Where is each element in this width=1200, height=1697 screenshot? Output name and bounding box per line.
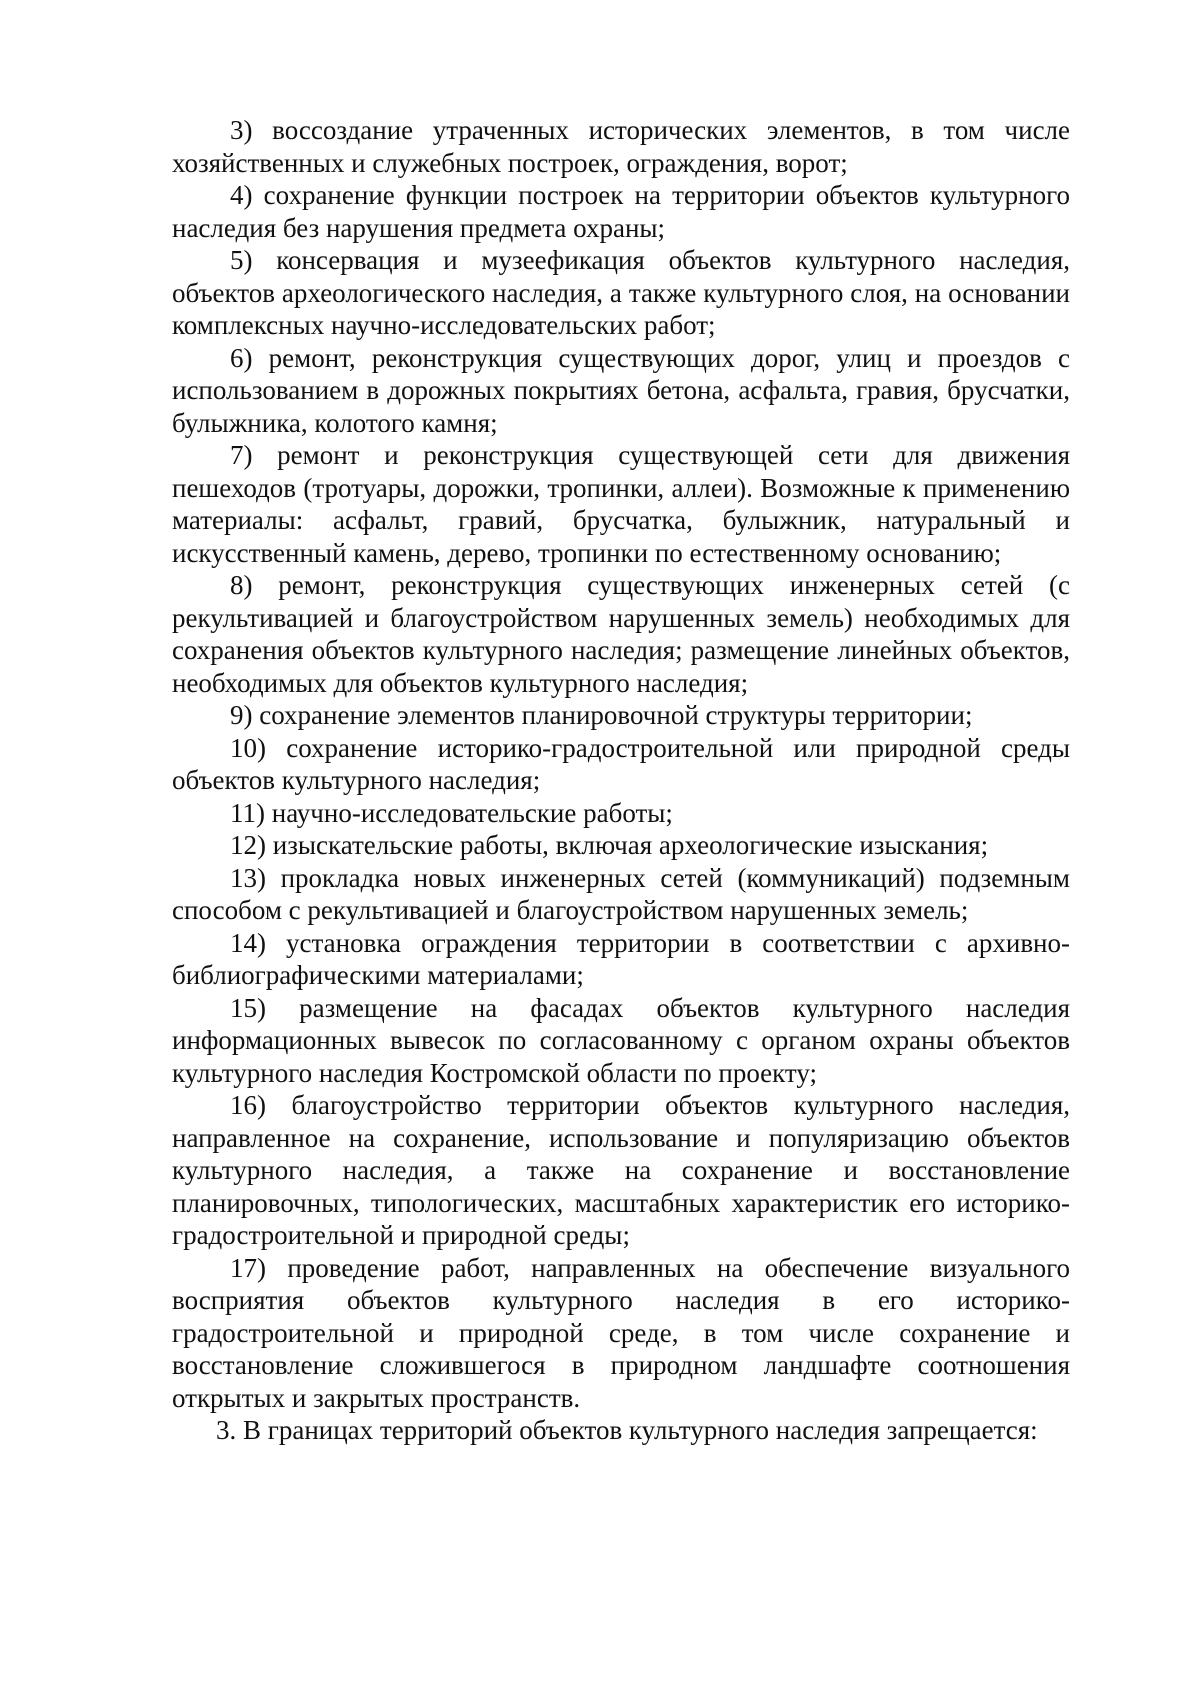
list-item — [172, 862, 1070, 927]
item-number: 3) — [230, 115, 253, 145]
item-number: 4) — [230, 180, 253, 210]
item-number: 12) — [230, 830, 266, 860]
item-text: установка ограждения территории в соответствии с архивно-библиографическими материалами; — [172, 927, 1071, 990]
item-number: 5) — [230, 245, 253, 275]
item-number: 14) — [230, 927, 266, 958]
list-item — [172, 1252, 1070, 1415]
list-item — [172, 732, 1070, 797]
item-number: 9) — [230, 700, 253, 730]
list-item — [172, 569, 1070, 699]
list-item — [172, 114, 1070, 179]
item-text: научно-исследовательские работы; — [271, 797, 673, 828]
list-item — [172, 439, 1070, 569]
item-text: ремонт, реконструкция существующих дорог, улиц и проездов с использованием в дорожных покрытиях бетона, асфальта, гравия, брусчатки, булыжника, колотого камня; — [172, 342, 1070, 438]
list-item — [172, 244, 1070, 342]
item-text: ремонт и реконструкция существующей сети для движения пешеходов (тротуары, дорожки, тропинки, аллеи). Возможные к применению материалы: асфальт, гравий, брусчатка, булыжник, натуральный и искусственный камень, дерево, тропинки по естественному основанию; — [172, 440, 1070, 568]
item-number: 16) — [230, 1090, 266, 1120]
item-number: 10) — [230, 732, 266, 763]
document-body — [172, 114, 1070, 1447]
list-item — [172, 699, 1070, 732]
item-number: 7) — [230, 440, 253, 470]
list-item — [172, 342, 1070, 440]
item-text: сохранение элементов планировочной структуры территории; — [259, 700, 973, 730]
item-text: размещение на фасадах объектов культурного наследия информационных вывесок по согласованному с органом охраны объектов культурного наследия Костромской области по проекту; — [172, 992, 1070, 1088]
list-item — [172, 1089, 1070, 1252]
list-item — [172, 179, 1070, 244]
item-text: воссоздание утраченных исторических элементов, в том числе хозяйственных и служебных построек, ограждения, ворот; — [172, 115, 1071, 178]
item-text: изыскательские работы, включая археологические изыскания; — [272, 830, 989, 860]
list-item — [172, 992, 1070, 1090]
item-text: сохранение функции построек на территории объектов культурного наследия без нарушения предмета охраны; — [172, 180, 1071, 243]
item-text: прокладка новых инженерных сетей (коммуникаций) подземным способом с рекультивацией и благоустройством нарушенных земель; — [172, 862, 1070, 925]
section-paragraph — [172, 1414, 1070, 1447]
item-number: 17) — [230, 1252, 266, 1283]
section-number: 3. — [216, 1415, 237, 1445]
item-number: 15) — [230, 992, 266, 1023]
item-text: ремонт, реконструкция существующих инженерных сетей (с рекультивацией и благоустройством нарушенных земель) необходимых для сохранения объектов культурного наследия; размещение линейных объектов, необходимых для объектов культурного наследия; — [172, 570, 1070, 698]
item-number: 11) — [230, 797, 265, 828]
item-number: 6) — [230, 342, 253, 373]
section-text: В границах территорий объектов культурного наследия запрещается: — [243, 1415, 1038, 1445]
list-item — [172, 797, 1070, 830]
item-text: проведение работ, направленных на обеспечение визуального восприятия объектов культурного наследия в его историко-градостроительной и природной среде, в том числе сохранение и восстановление сложившегося в природном ландшафте соотношения открытых и закрытых пространств. — [172, 1252, 1071, 1413]
list-item — [172, 927, 1070, 992]
item-number: 13) — [230, 862, 266, 893]
list-item — [172, 829, 1070, 862]
item-number: 8) — [230, 570, 253, 600]
item-text: сохранение историко-градостроительной или природной среды объектов культурного наследия; — [172, 732, 1071, 795]
item-text: благоустройство территории объектов культурного наследия, направленное на сохранение, использование и популяризацию объектов культурного наследия, а также на сохранение и восстановление планировочных, типологических, масштабных характеристик его историко-градостроительной и природной среды; — [172, 1090, 1070, 1250]
item-text: консервация и музеефикация объектов культурного наследия, объектов археологического наследия, а также культурного слоя, на основании комплексных научно-исследовательских работ; — [172, 245, 1070, 340]
